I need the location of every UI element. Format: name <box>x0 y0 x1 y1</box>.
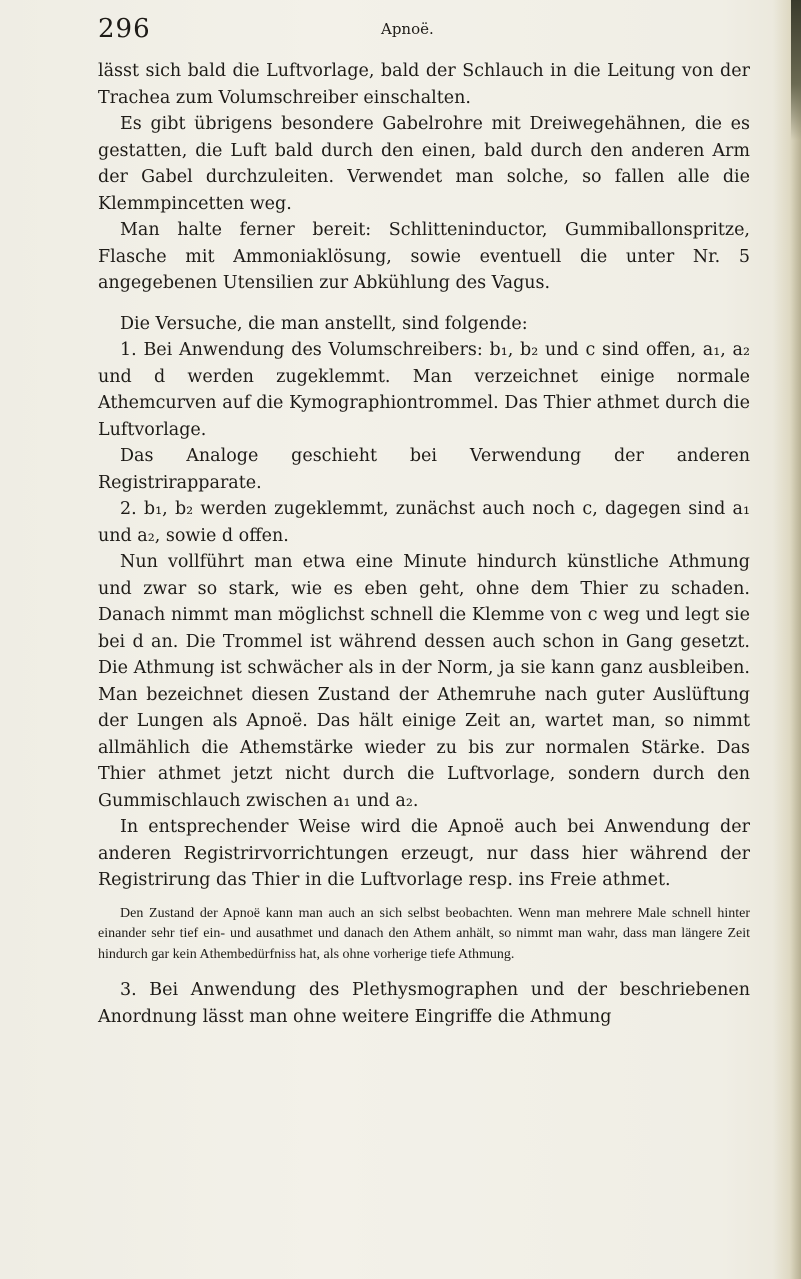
paragraph-analoge: Das Analoge geschieht bei Verwendung der anderen Registrirapparate. <box>98 446 750 493</box>
paragraph-entsprechend: In entsprechender Weise wird die Apnoë auch bei Anwendung der anderen Registrirvorrichtungen erzeugt, nur dass hier während der Registrirung das Thier in die Luftvorlage resp. ins Freie athmet. <box>98 817 750 890</box>
paragraph-kuenstliche-athmung: Nun vollführt man etwa eine Minute hindurch künstliche Athmung und zwar so stark, wie es eben geht, ohne dem Thier zu schaden. Danach nimmt man möglichst schnell die Klemme von c weg und legt sie bei d an. Die Trommel ist während dessen auch schon in Gang gesetzt. Die Athmung ist schwächer als in der Norm, ja sie kann ganz ausbleiben. Man bezeichnet diesen Zustand der Athemruhe nach guter Auslüftung der Lungen als Apnoë. Das hält einige Zeit an, wartet man, so nimmt allmählich die Athemstärke wieder zu bis zur normalen Stärke. Das Thier athmet jetzt nicht durch die Luftvorlage, sondern durch den Gummischlauch zwischen a₁ und a₂. <box>98 552 750 811</box>
paragraph-versuche-intro: Die Versuche, die man anstellt, sind folgende: <box>120 313 528 334</box>
paragraph-gabelrohre: Es gibt übrigens besondere Gabelrohre mit Dreiwegehähnen, die es gestatten, die Luft bald durch den einen, bald durch den anderen Arm der Gabel durchzuleiten. Verwendet man solche, so fallen alle die Klemmpincetten weg. <box>98 114 750 214</box>
body-text <box>98 58 750 1030</box>
page-edge-dark-corner <box>791 0 801 140</box>
page-edge-shadow <box>773 0 801 1279</box>
page-header <box>98 14 748 54</box>
running-title: Apnoë. <box>381 20 434 38</box>
paragraph-versuch-1: 1. Bei Anwendung des Volumschreibers: b₁, b₂ und c sind offen, a₁, a₂ und d werden zugeklemmt. Man verzeichnet einige normale Athemcurven auf die Kymographiontrommel. Das Thier athmet durch die Luftvorlage. <box>98 340 750 440</box>
paragraph-note-small: Den Zustand der Apnoë kann man auch an sich selbst beobachten. Wenn man mehrere Male schnell hinter einander sehr tief ein- und ausathmet und danach den Athem anhält, so nimmt man wahr, dass man längere Zeit hindurch gar kein Athembedürfniss hat, als ohne vorherige tiefe Athmung. <box>98 905 750 962</box>
page-number: 296 <box>98 14 151 44</box>
paragraph-bereit: Man halte ferner bereit: Schlitteninductor, Gummiballonspritze, Flasche mit Ammoniaklösung, sowie eventuell die unter Nr. 5 angegebenen Utensilien zur Abkühlung des Vagus. <box>98 220 750 293</box>
paragraph-continuation: lässt sich bald die Luftvorlage, bald der Schlauch in die Leitung von der Trachea zum Volumschreiber einschalten. <box>98 61 750 108</box>
paragraph-versuch-3: 3. Bei Anwendung des Plethysmographen und der beschriebenen Anordnung lässt man ohne weitere Eingriffe die Athmung <box>98 980 750 1027</box>
paragraph-versuch-2: 2. b₁, b₂ werden zugeklemmt, zunächst auch noch c, dagegen sind a₁ und a₂, sowie d offen. <box>98 499 750 546</box>
